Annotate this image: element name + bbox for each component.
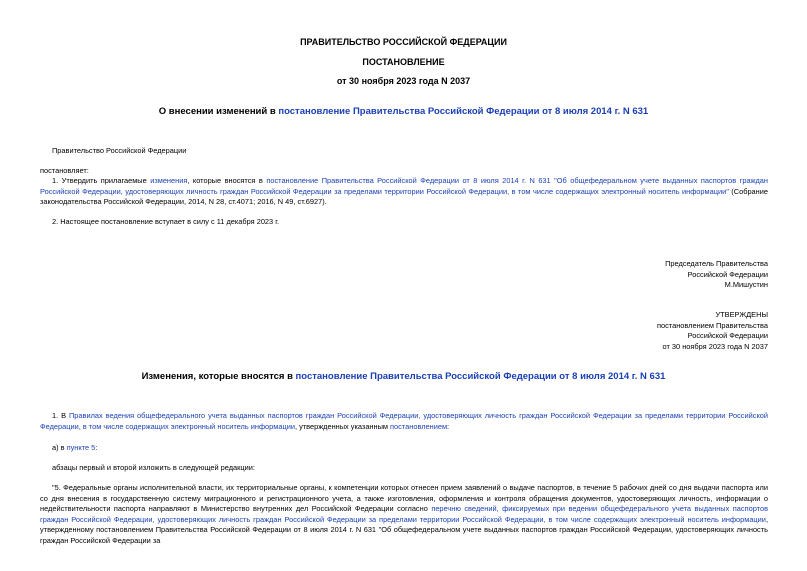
signature-position-line2: Российской Федерации — [687, 269, 768, 279]
changes-item-a-text: абзацы первый и второй изложить в следующей редакции: — [52, 463, 255, 472]
approval-block — [560, 310, 768, 352]
rules-link[interactable]: Правилах ведения общефедерального учета выданных паспортов граждан Российской Федерации, удостоверяющих личность граждан Российской Федерации за пределами территории Российской Федерации, в том числе содержащих электронный носитель информации — [40, 411, 768, 431]
changes-item-a-start: а) в — [52, 443, 67, 452]
paragraph-2: 2. Настоящее постановление вступает в силу с 11 декабря 2023 г. — [52, 217, 280, 226]
decrees-word: постановляет: — [40, 166, 89, 175]
quoted-clause-5 — [40, 483, 768, 547]
info-list-link[interactable]: перечню сведений, фиксируемых при ведении общефедерального учета выданных паспортов граждан Российской Федерации, удостоверяющих личность граждан Российской Федерации за пределами территории Российской Федерации, в том числе содержащих электронный носитель информации — [40, 504, 768, 524]
paragraph-1-mid: , которые вносятся в — [187, 176, 267, 185]
quoted-clause-5-end: , утвержденному постановлением Правительства Российской Федерации от 8 июля 2014 г. N 631 "Об общефедеральном учете выданных паспортов граждан Российской Федерации, удостоверяющих личность граждан Российской Федерации за — [40, 514, 768, 545]
government-header: ПРАВИТЕЛЬСТВО РОССИЙСКОЙ ФЕДЕРАЦИИ — [300, 37, 507, 47]
approval-line2: постановлением Правительства — [657, 320, 768, 330]
changes-item-1-start: 1. В — [52, 411, 69, 420]
changes-item-1-mid: , утвержденных указанным — [294, 421, 391, 431]
paragraph-1 — [40, 176, 768, 208]
clause-5-link[interactable]: пункте 5 — [66, 443, 96, 452]
signature-position-line1: Председатель Правительства — [665, 259, 768, 268]
signature-name: М.Мишустин — [724, 280, 768, 290]
changes-title-decree-link[interactable]: постановление Правительства Российской Федерации от 8 июля 2014 г. N 631 — [295, 371, 666, 382]
document-title-prefix: О внесении изменений в — [158, 106, 279, 117]
changes-title — [0, 371, 807, 382]
amended-decree-link[interactable]: постановление Правительства Российской Федерации от 8 июля 2014 г. N 631 — [278, 106, 649, 117]
doc-type: ПОСТАНОВЛЕНИЕ — [362, 57, 445, 67]
changes-item-1-end: : — [447, 421, 450, 431]
approval-line4: от 30 ноября 2023 года N 2037 — [662, 341, 768, 351]
changes-link[interactable]: изменения — [150, 176, 188, 185]
document-title — [0, 106, 807, 117]
changes-item-a-end: : — [95, 443, 98, 452]
paragraph-1-end: (Собрание законодательства Российской Федерации, 2014, N 28, ст.4071; 2016, N 49, ст.6927). — [40, 186, 768, 207]
quoted-clause-5-start: "5. Федеральные органы исполнительной власти, их территориальные органы, к компетенции которых отнесен прием заявлений о выдаче паспортов, в течение 5 рабочих дней со дня выдачи паспорта или со дня внесения в государственную систему миграционного и регистрационного учета, а также изготовления, оформления и контроля обращения документов, удостоверяющих личность, информации о недействительности паспорта направляют в Министерство внутренних дел Российской Федерации согласно — [40, 483, 768, 514]
decree-631-link[interactable]: постановление Правительства Российской Федерации от 8 июля 2014 г. N 631 "Об общефедеральном учете выданных паспортов граждан Российской Федерации, удостоверяющих личность граждан Российской Федерации за пределами территории Российской Федерации, в том числе содержащих электронный носитель информации" — [40, 176, 768, 196]
approval-line1: УТВЕРЖДЕНЫ — [715, 310, 768, 319]
signature-block — [560, 259, 768, 291]
decree-link[interactable]: постановлением — [390, 421, 448, 431]
doc-date-number: от 30 ноября 2023 года N 2037 — [336, 76, 471, 86]
government-name: Правительство Российской Федерации — [52, 146, 187, 155]
paragraph-1-start: 1. Утвердить прилагаемые — [52, 176, 151, 185]
changes-item-1 — [40, 411, 768, 432]
approval-line3: Российской Федерации — [687, 331, 768, 341]
changes-item-a — [52, 443, 97, 454]
changes-title-prefix: Изменения, которые вносятся в — [141, 371, 296, 382]
